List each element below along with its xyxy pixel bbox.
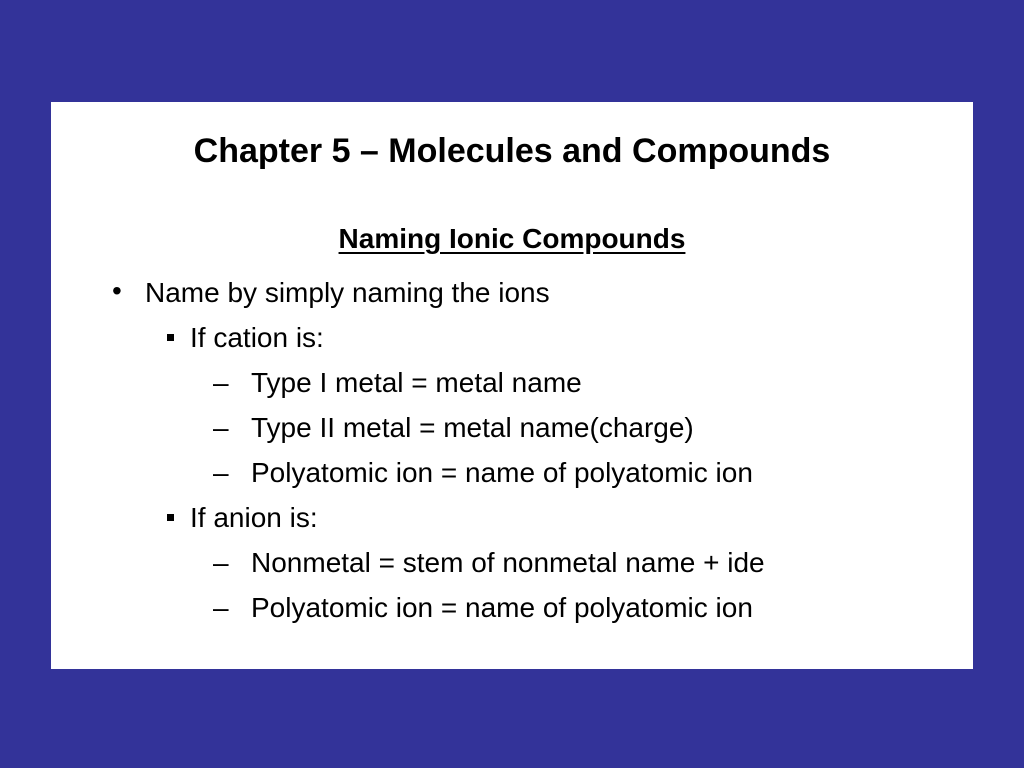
dash-icon: – xyxy=(213,547,229,578)
cation-item: Type II metal = metal name(charge) xyxy=(251,412,694,443)
bullet-text: Name by simply naming the ions xyxy=(145,277,550,308)
square-bullet-icon xyxy=(167,334,174,341)
slide-title: Chapter 5 – Molecules and Compounds xyxy=(193,132,831,170)
dash-icon: – xyxy=(213,592,229,623)
anion-item: Nonmetal = stem of nonmetal name + ide xyxy=(251,547,765,578)
anion-item: Polyatomic ion = name of polyatomic ion xyxy=(251,592,753,623)
anion-heading: If anion is: xyxy=(190,502,318,533)
dash-icon: – xyxy=(213,412,229,443)
dash-icon: – xyxy=(213,457,229,488)
slide-subtitle: Naming Ionic Compounds xyxy=(338,223,686,254)
square-bullet-icon xyxy=(167,514,174,521)
bullet-dot-icon: • xyxy=(112,275,122,306)
cation-item: Polyatomic ion = name of polyatomic ion xyxy=(251,457,753,488)
cation-heading: If cation is: xyxy=(190,322,324,353)
dash-icon: – xyxy=(213,367,229,398)
cation-item: Type I metal = metal name xyxy=(251,367,582,398)
